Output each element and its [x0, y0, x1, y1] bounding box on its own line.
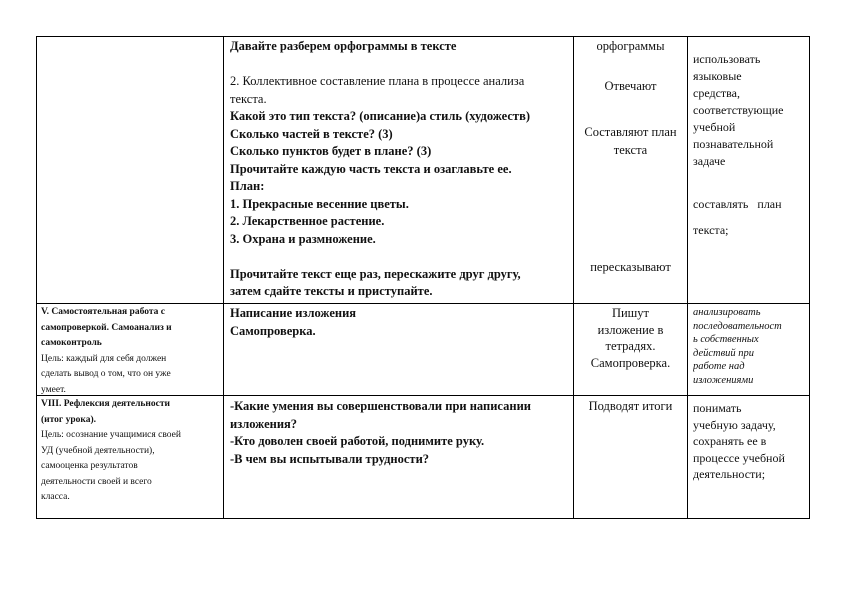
text-line: Пишут [611, 306, 650, 320]
row3-stage-cell [41, 397, 221, 517]
text-line: деятельности; [693, 467, 766, 481]
row1-instruction-line: Прочитайте текст еще раз, перескажите друг другу, [230, 266, 521, 281]
row1-student-a: орфограммы [596, 39, 665, 53]
text-line: изложениями [693, 374, 754, 386]
text-line: соответствующие [693, 103, 784, 117]
row1-instruction-line: затем сдайте тексты и приступайте. [230, 284, 433, 298]
text-line: УД (учебной деятельности), [41, 445, 155, 456]
text-line: сохранять ее в [693, 434, 767, 448]
row1-student-b: Отвечают [604, 78, 657, 93]
text-line: учебную задачу, [693, 417, 776, 432]
text-line: класса. [41, 492, 70, 502]
lesson-plan-table [36, 36, 810, 519]
text-line: Цель: каждый для себя должен [41, 353, 167, 364]
row-divider [37, 303, 809, 304]
row3-teacher-activity [230, 398, 570, 518]
text-line: Цель: осознание учащимися своей [41, 430, 181, 440]
text-line: План: [230, 179, 265, 193]
row3-student-activity [574, 398, 687, 518]
row1-student-c1: Составляют план [584, 125, 677, 139]
row1-intro: Давайте разберем орфограммы в тексте [230, 39, 457, 53]
text-line: самоконтроль [41, 338, 102, 348]
text-line: тетрадях. [605, 339, 656, 353]
text-line: познавательной [693, 137, 774, 151]
row1-uud-cell [693, 51, 805, 303]
text-line: задаче [693, 154, 726, 168]
row1-student-activity [574, 38, 687, 302]
text-line: Сколько частей в тексте? (3) [230, 126, 393, 141]
text-line: самооценка результатов [41, 461, 138, 471]
row1-uud-b: составлять план [693, 197, 782, 211]
row2-stage-cell [41, 305, 221, 395]
text-line: учебной [693, 120, 736, 134]
text-line: использовать [693, 52, 761, 66]
text-line: ь собственных [693, 334, 759, 345]
text-line: умеет. [41, 384, 66, 395]
text-line: Какой это тип текста? (описание)а стиль (художеств) [230, 109, 530, 123]
text-line: -Какие умения вы совершенствовали при написании [230, 399, 531, 413]
text-line: последовательност [693, 320, 782, 332]
text-line: VIII. Рефлексия деятельности [41, 399, 171, 409]
column-divider [687, 37, 688, 518]
text-line: -В чем вы испытывали трудности? [230, 451, 430, 466]
row1-stage-cell [37, 37, 223, 303]
text-line: изложение в [597, 322, 664, 337]
row-divider [37, 395, 809, 396]
text-line: Прочитайте каждую часть текста и озаглавьте ее. [230, 161, 512, 176]
text-line: (итог урока). [41, 414, 97, 425]
text-line: -Кто доволен своей работой, поднимите руку. [230, 434, 485, 448]
row3-student-text: Подводят итоги [588, 399, 673, 413]
text-line: языковые [693, 69, 742, 83]
text-line: самопроверкой. Самоанализ и [41, 322, 172, 333]
text-line: деятельности своей и всего [41, 476, 152, 487]
text-line: текста. [230, 91, 267, 106]
text-line: Сколько пунктов будет в плане? (3) [230, 144, 432, 158]
row2-student-activity [574, 305, 687, 395]
row1-student-d: пересказывают [590, 260, 671, 274]
text-line: Самопроверка. [230, 323, 316, 338]
row1-uud-c: текста; [693, 223, 729, 237]
text-line: понимать [693, 401, 742, 415]
row2-teacher-activity [230, 305, 570, 395]
text-line: Написание изложения [230, 306, 357, 320]
row3-uud-cell [693, 400, 805, 518]
text-line: Самопроверка. [590, 355, 671, 370]
text-line: изложения? [230, 416, 298, 431]
text-line: действий при [693, 347, 755, 359]
text-line: работе над [693, 361, 745, 372]
text-line: V. Самостоятельная работа с [41, 307, 165, 317]
row1-teacher-activity [230, 38, 570, 302]
text-line: сделать вывод о том, что он уже [41, 369, 171, 379]
text-line: средства, [693, 86, 741, 100]
text-line: 2. Коллективное составление плана в процессе анализа [230, 74, 525, 88]
row1-student-c2: текста [613, 142, 648, 157]
row2-uud-cell [693, 306, 808, 395]
text-line: процессе учебной [693, 450, 785, 465]
text-line: анализировать [693, 307, 761, 318]
text-line: 1. Прекрасные весенние цветы. [230, 196, 409, 211]
column-divider [223, 37, 224, 518]
text-line: 2. Лекарственное растение. [230, 214, 385, 228]
text-line: 3. Охрана и размножение. [230, 231, 376, 246]
